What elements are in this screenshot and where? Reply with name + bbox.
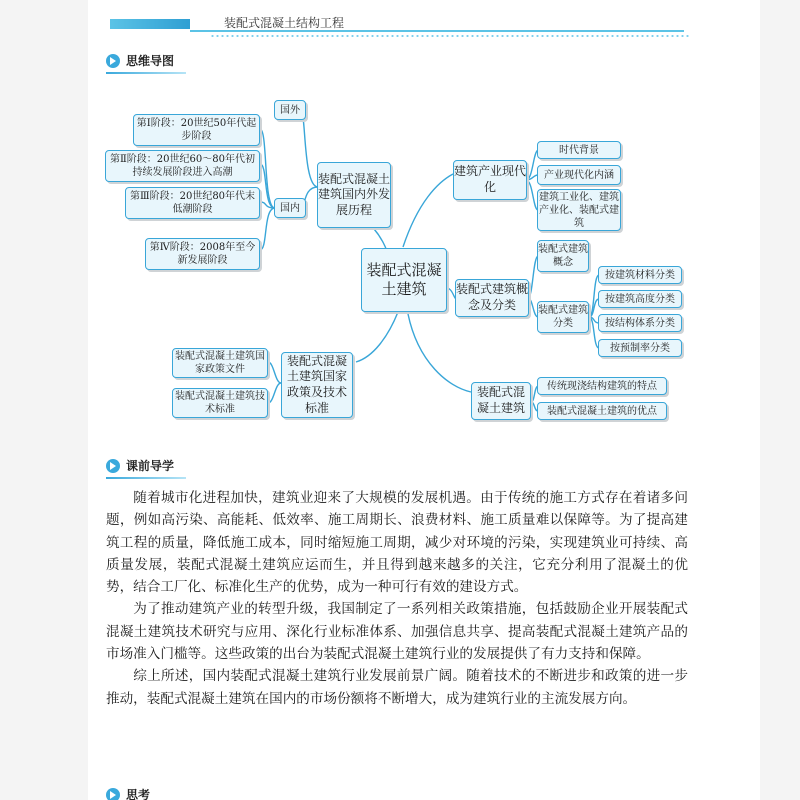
history-node: 装配式混凝土建筑国内外发展历程 — [317, 162, 391, 228]
modern-item: 时代背景 — [537, 141, 621, 159]
intro-paragraph: 随着城市化进程加快，建筑业迎来了大规模的发展机遇。由于传统的施工方式存在着诸多问题，例如高污染、高能耗、低效率、施工周期长、浪费材料、施工质量难以保障等。为了提高建筑工程的质量，降低施工成本，同时缩短施工周期，减少对环境的污染，实现建筑业可持续、高质量发展，装配式混凝土建筑应运而生，并且得到越来越多的关注，它充分利用了混凝土的优势，结合工厂化、标准化生产的优势，成为一种可行有效的建设方式。 — [106, 490, 688, 596]
section-think-heading — [106, 786, 150, 800]
section-intro-heading — [106, 457, 174, 474]
center-node: 装配式混凝土建筑 — [361, 248, 447, 312]
stage-node: 第Ⅰ阶段：20世纪50年代起步阶段 — [133, 114, 260, 146]
play-icon — [106, 788, 120, 800]
section-mindmap-label: 思维导图 — [126, 54, 175, 68]
modern-item: 建筑工业化、建筑产业化、装配式建筑 — [537, 189, 621, 231]
modern-item: 产业现代化内涵 — [537, 165, 621, 185]
concrete-item: 装配式混凝土建筑的优点 — [537, 402, 667, 420]
header-title: 装配式混凝土结构工程 — [224, 16, 345, 30]
section-intro-label: 课前导学 — [126, 459, 175, 473]
modern-node: 建筑产业现代化 — [453, 160, 527, 200]
section-underline — [106, 477, 186, 479]
header-accent — [110, 19, 190, 29]
header-dots — [210, 34, 690, 38]
classification-node: 装配式建筑分类 — [537, 301, 589, 333]
running-header — [110, 12, 684, 34]
page — [88, 0, 760, 800]
intro-body — [106, 487, 688, 710]
concrete-item: 传统现浇结构建筑的特点 — [537, 377, 667, 395]
concrete-node: 装配式混凝土建筑 — [471, 382, 531, 420]
class-item: 按预制率分类 — [598, 339, 682, 357]
domestic-node: 国内 — [274, 198, 306, 218]
policy-item: 装配式混凝土建筑技术标准 — [172, 388, 268, 418]
intro-paragraph: 为了推动建筑产业的转型升级，我国制定了一系列相关政策措施，包括鼓励企业开展装配式混凝土建筑技术研究与应用、深化行业标准体系、加强信息共享、提高装配式混凝土建筑产品的市场准入门槛等。这些政策的出台为装配式混凝土建筑行业的发展提供了有力支持和保障。 — [106, 601, 688, 663]
mind-map — [88, 92, 760, 432]
section-underline — [106, 72, 186, 74]
class-item: 按建筑材料分类 — [598, 266, 682, 284]
play-icon — [106, 54, 120, 68]
stage-node: 第Ⅱ阶段：20世纪60～80年代初持续发展阶段进入高潮 — [105, 150, 260, 182]
class-item: 按建筑高度分类 — [598, 290, 682, 308]
play-icon — [106, 459, 120, 473]
section-think-label: 思考 — [126, 788, 151, 800]
intro-paragraph: 综上所述，国内装配式混凝土建筑行业发展前景广阔。随着技术的不断进步和政策的进一步推动，装配式混凝土建筑在国内的市场份额将不断增大，成为建筑行业的主流发展方向。 — [106, 668, 688, 707]
stage-node: 第Ⅳ阶段：2008年至今新发展阶段 — [145, 238, 260, 270]
policy-node: 装配式混凝土建筑国家政策及技术标准 — [281, 352, 353, 418]
class-item: 按结构体系分类 — [598, 314, 682, 332]
policy-item: 装配式混凝土建筑国家政策文件 — [172, 348, 268, 378]
concept-node: 装配式建筑概念及分类 — [455, 279, 529, 317]
section-mindmap-heading — [106, 52, 174, 69]
concept-item: 装配式建筑概念 — [537, 240, 589, 272]
stage-node: 第Ⅲ阶段：20世纪80年代末低潮阶段 — [125, 187, 260, 219]
foreign-node: 国外 — [274, 100, 306, 120]
